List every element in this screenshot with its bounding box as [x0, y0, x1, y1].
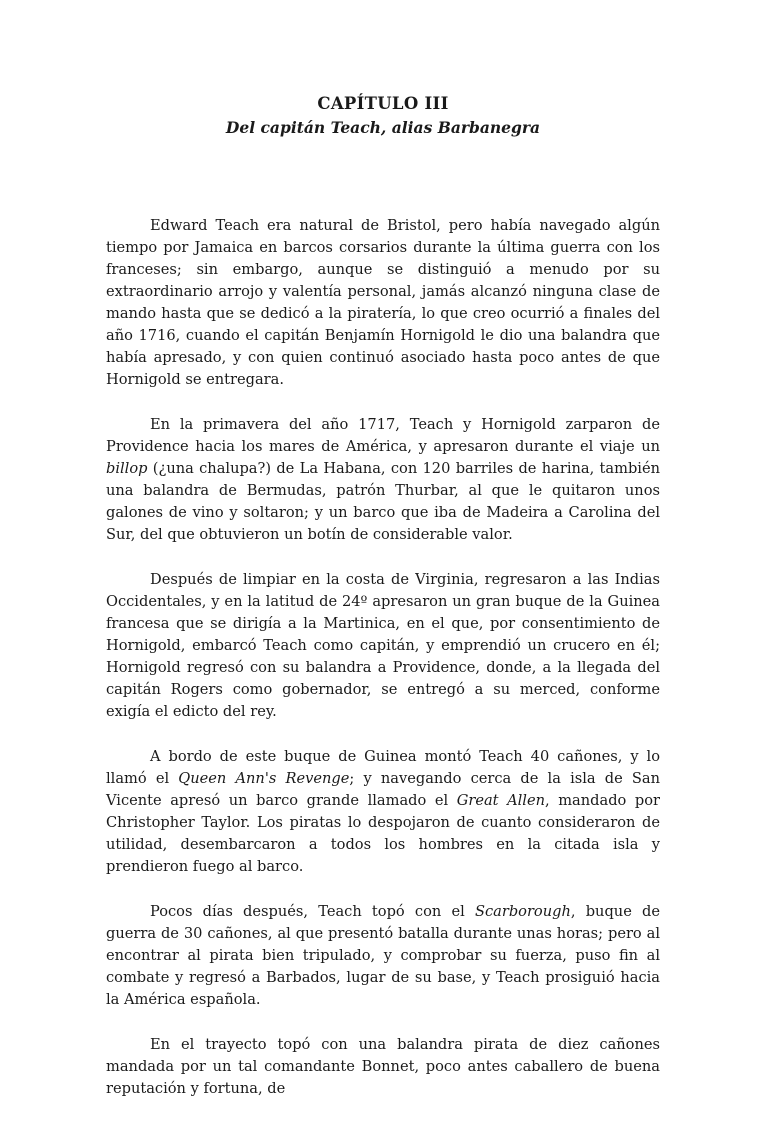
text-segment: En la primavera del año 1717, Teach y Hornigold zarparon de Providence hacia los mares de América, y apresaron durante el viaje un	[106, 416, 660, 455]
paragraph-3	[106, 569, 660, 723]
chapter-body	[106, 215, 660, 1100]
text-segment: En el trayecto topó con una balandra pirata de diez cañones mandada por un tal comandante Bonnet, poco antes caballero de buena reputación y fortuna, de	[106, 1036, 660, 1097]
text-segment: Edward Teach era natural de Bristol, pero había navegado algún tiempo por Jamaica en barcos corsarios durante la última guerra con los franceses; sin embargo, aunque se distinguió a menudo por su extraordinario arrojo y valentía personal, jamás alcanzó ninguna clase de mando hasta que se dedicó a la piratería, lo que creo ocurrió a finales del año 1716, cuando el capitán Benjamín Hornigold le dio una balandra que había apresado, y con quien continuó asociado hasta poco antes de que Hornigold se entregara.	[106, 217, 660, 388]
text-segment: Pocos días después, Teach topó con el	[150, 903, 475, 920]
italic-text: billop	[106, 460, 148, 477]
paragraph-2	[106, 414, 660, 546]
chapter-title: CAPÍTULO III	[317, 94, 449, 113]
italic-text: Great Allen	[456, 792, 546, 809]
paragraph-6	[106, 1034, 660, 1100]
paragraph-1	[106, 215, 660, 391]
paragraph-5	[106, 901, 660, 1011]
text-segment: Después de limpiar en la costa de Virginia, regresaron a las Indias Occidentales, y en la latitud de 24º apresaron un gran buque de la Guinea francesa que se dirigía a la Martinica, en el que, por consentimiento de Hornigold, embarcó Teach como capitán, y emprendió un crucero en él; Hornigold regresó con su balandra a Providence, donde, a la llegada del capitán Rogers como gobernador, se entregó a su merced, conforme exigía el edicto del rey.	[106, 571, 660, 720]
text-segment: , mandado por Christopher Taylor. Los piratas lo despojaron de cuanto consideraron de utilidad, desembarcaron a todos los hombres en la citada isla y prendieron fuego al barco.	[106, 792, 660, 875]
text-segment: A bordo de este buque de Guinea montó Teach 40 cañones, y lo llamó el	[106, 748, 660, 787]
italic-text: Scarborough	[474, 903, 571, 920]
document-page	[106, 92, 660, 1123]
chapter-subtitle: Del capitán Teach, alias Barbanegra	[225, 118, 541, 137]
text-segment: , buque de guerra de 30 cañones, al que presentó batalla durante unas horas; pero al encontrar al pirata bien tripulado, y comprobar su fuerza, puso fin al combate y regresó a Barbados, lugar de su base, y Teach prosiguió hacia la América española.	[106, 903, 661, 1008]
text-segment: (¿una chalupa?) de La Habana, con 120 barriles de harina, también una balandra de Bermudas, patrón Thurbar, al que le quitaron unos galones de vino y soltaron; y un barco que iba de Madeira a Carolina del Sur, del que obtuvieron un botín de considerable valor.	[106, 460, 660, 543]
italic-text: Queen Ann's Revenge	[178, 770, 350, 787]
text-segment: ; y navegando cerca de la isla de San Vicente apresó un barco grande llamado el	[106, 770, 660, 809]
paragraph-4	[106, 746, 660, 878]
